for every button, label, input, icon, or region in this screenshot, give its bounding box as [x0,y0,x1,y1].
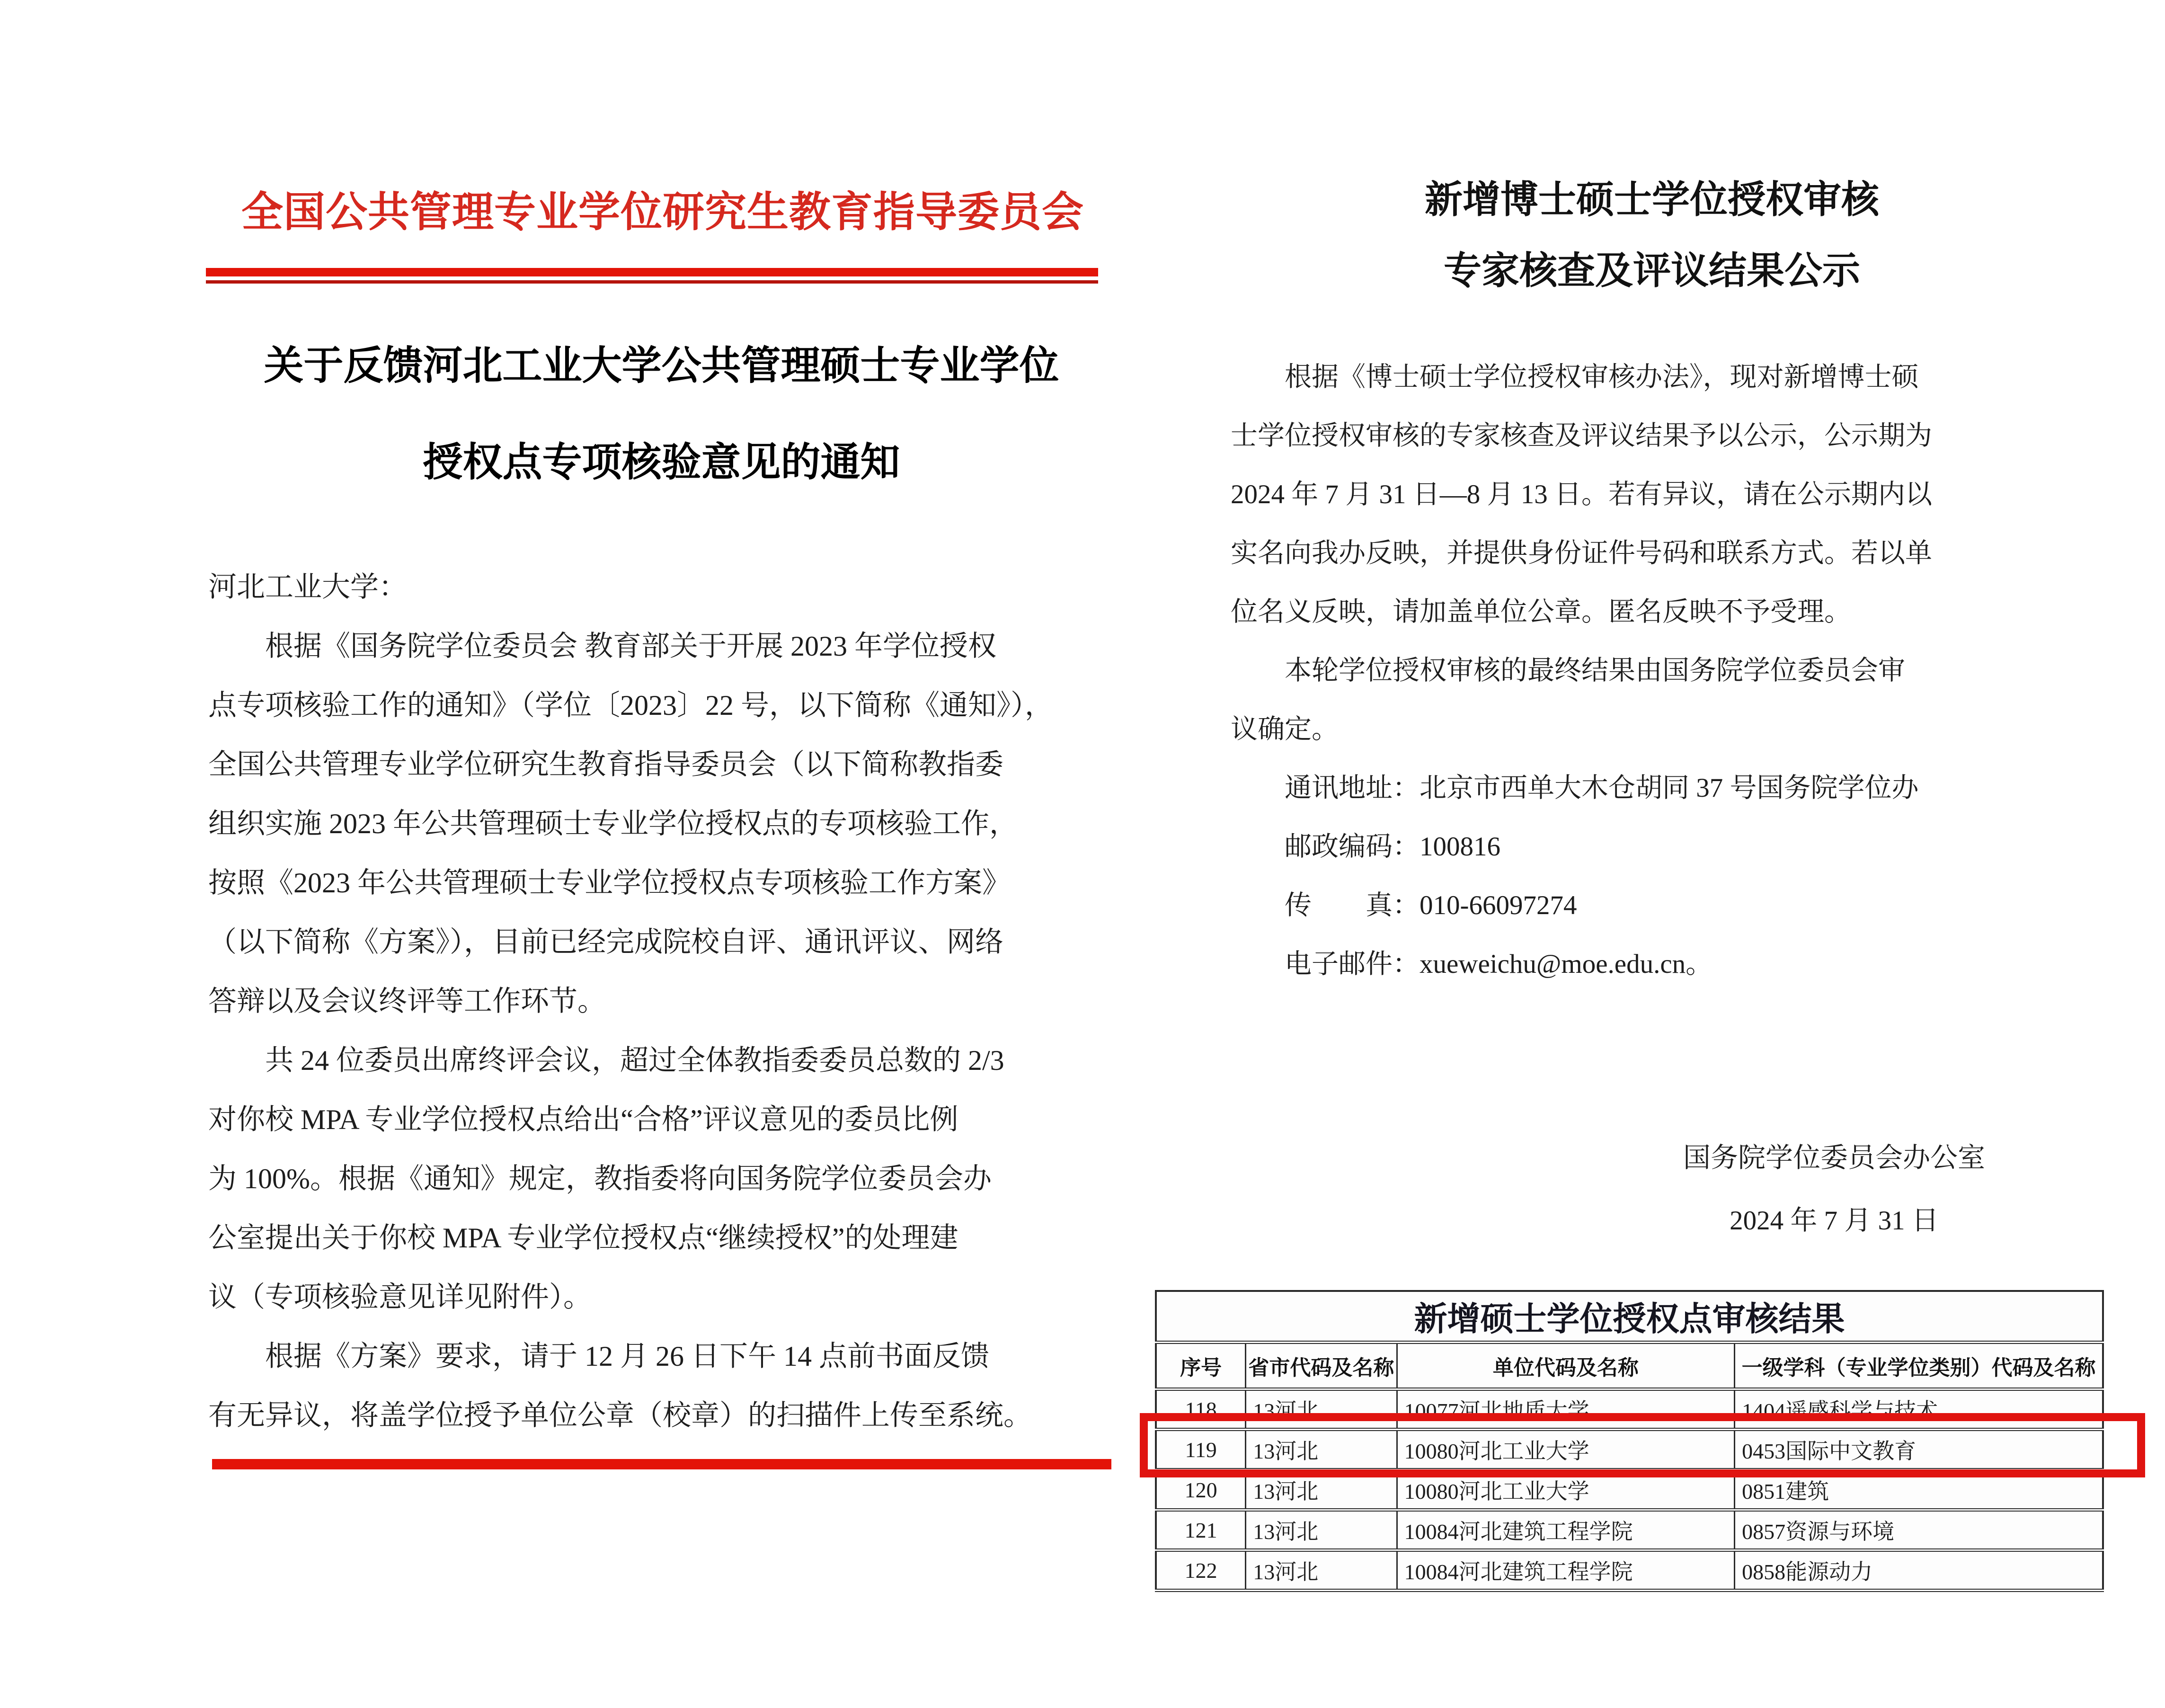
row-119-highlight-box [1140,1413,2145,1477]
body-line: 士学位授权审核的专家核查及评议结果予以公示，公示期为 [1231,421,1932,451]
issuer-letterhead: 全国公共管理专业学位研究生教育指导委员会 [241,190,1084,236]
body-line: 答辩以及会议终评等工作环节。 [208,986,606,1017]
cell-discipline: 1404遥感科学与技术 [1735,1389,2103,1430]
body-line: （以下简称《方案》），目前已经完成院校自评、通讯评议、网络 [208,926,1003,958]
header-serial: 序号 [1156,1343,1246,1389]
cell-serial: 120 [1156,1470,1246,1510]
body-line: 对你校 MPA 专业学位授权点给出“合格”评议意见的委员比例 [208,1104,958,1135]
announcement-title-line2: 专家核查及评议结果公示 [1444,250,1860,292]
table-row [1156,1550,2103,1591]
body-line: 根据《国务院学位委员会 教育部关于开展 2023 年学位授权 [265,631,996,662]
notice-body [208,558,1127,1445]
body-line: 本轮学位授权审核的最终结果由国务院学位委员会审 [1285,656,1905,685]
announcement-title-line1: 新增博士硕士学位授权审核 [1425,179,1879,221]
cell-province: 13河北 [1246,1550,1397,1591]
announcement-title [1202,165,2102,307]
cell-unit: 10084河北建筑工程学院 [1397,1510,1735,1550]
salutation: 河北工业大学： [208,571,407,603]
body-line: 为 100%。根据《通知》规定，教指委将向国务院学位委员会办 [208,1163,992,1194]
cell-unit: 10080河北工业大学 [1397,1430,1735,1470]
body-line: 全国公共管理专业学位研究生教育指导委员会（以下简称教指委 [208,749,1003,780]
cell-province: 13河北 [1246,1470,1397,1510]
cell-serial: 119 [1156,1430,1246,1470]
announcement-body [1231,348,2139,994]
letterhead-divider-thin [206,280,1098,284]
notice-title [208,318,1115,511]
table-header-row [1156,1343,2103,1389]
signing-office: 国务院学位委员会办公室 [1683,1142,1985,1173]
header-unit-code: 单位代码及名称 [1397,1343,1735,1389]
signing-date: 2024 年 7 月 31 日 [1730,1206,1939,1236]
table-title-row [1156,1291,2103,1343]
contact-email-line: 电子邮件：xueweichu@moe.edu.cn。 [1285,949,1713,979]
header-discipline-code: 一级学科（专业学位类别）代码及名称 [1735,1343,2103,1389]
body-line: 点专项核验工作的通知》（学位〔2023〕22 号，以下简称《通知》）， [208,690,1053,721]
cell-unit: 10080河北工业大学 [1397,1470,1735,1510]
cell-province: 13河北 [1246,1430,1397,1470]
cell-unit: 10084河北建筑工程学院 [1397,1550,1735,1591]
cell-discipline: 0453国际中文教育 [1735,1430,2103,1470]
body-line: 共 24 位委员出席终评会议，超过全体教指委委员总数的 2/3 [265,1045,1004,1076]
body-line: 2024 年 7 月 31 日—8 月 13 日。若有异议，请在公示期内以 [1231,480,1932,509]
cell-serial: 118 [1156,1389,1246,1430]
body-line: 根据《方案》要求，请于 12 月 26 日下午 14 点前书面反馈 [265,1341,989,1372]
table-row [1156,1510,2103,1550]
cell-province: 13河北 [1246,1389,1397,1430]
body-line: 位名义反映，请加盖单位公章。匿名反映不予受理。 [1231,597,1851,627]
body-line: 实名向我办反映，并提供身份证件号码和联系方式。若以单 [1231,538,1932,568]
contact-fax-line: 传 真：010-66097274 [1285,890,1577,920]
body-line: 公室提出关于你校 MPA 专业学位授权点“继续授权”的处理建 [208,1222,958,1254]
cell-serial: 121 [1156,1510,1246,1550]
body-line: 有无异议，将盖学位授予单位公章（校章）的扫描件上传至系统。 [208,1400,1032,1431]
body-line: 根据《博士硕士学位授权审核办法》，现对新增博士硕 [1285,362,1919,392]
body-line: 议（专项核验意见详见附件）。 [208,1281,592,1313]
page-bottom-rule [212,1459,1111,1469]
cell-discipline: 0851建筑 [1735,1470,2103,1510]
body-line: 议确定。 [1231,714,1339,744]
notice-title-line1: 关于反馈河北工业大学公共管理硕士专业学位 [264,344,1059,388]
contact-address-line: 通讯地址：北京市西单大木仓胡同 37 号国务院学位办 [1285,773,1919,803]
letterhead-divider-thick [206,268,1098,276]
cell-province: 13河北 [1246,1510,1397,1550]
cell-unit: 10077河北地质大学 [1397,1389,1735,1430]
body-line: 按照《2023 年公共管理硕士专业学位授权点专项核验工作方案》 [208,867,1011,898]
contact-postcode-line: 邮政编码：100816 [1285,832,1500,862]
body-line: 组织实施 2023 年公共管理硕士专业学位授权点的专项核验工作， [208,808,1018,839]
notice-title-line2: 授权点专项核验意见的通知 [423,441,900,485]
cell-serial: 122 [1156,1550,1246,1591]
cell-discipline: 0858能源动力 [1735,1550,2103,1591]
table-title: 新增硕士学位授权点审核结果 [1156,1291,2103,1343]
header-province-code: 省市代码及名称 [1246,1343,1397,1389]
cell-discipline: 0857资源与环境 [1735,1510,2103,1550]
